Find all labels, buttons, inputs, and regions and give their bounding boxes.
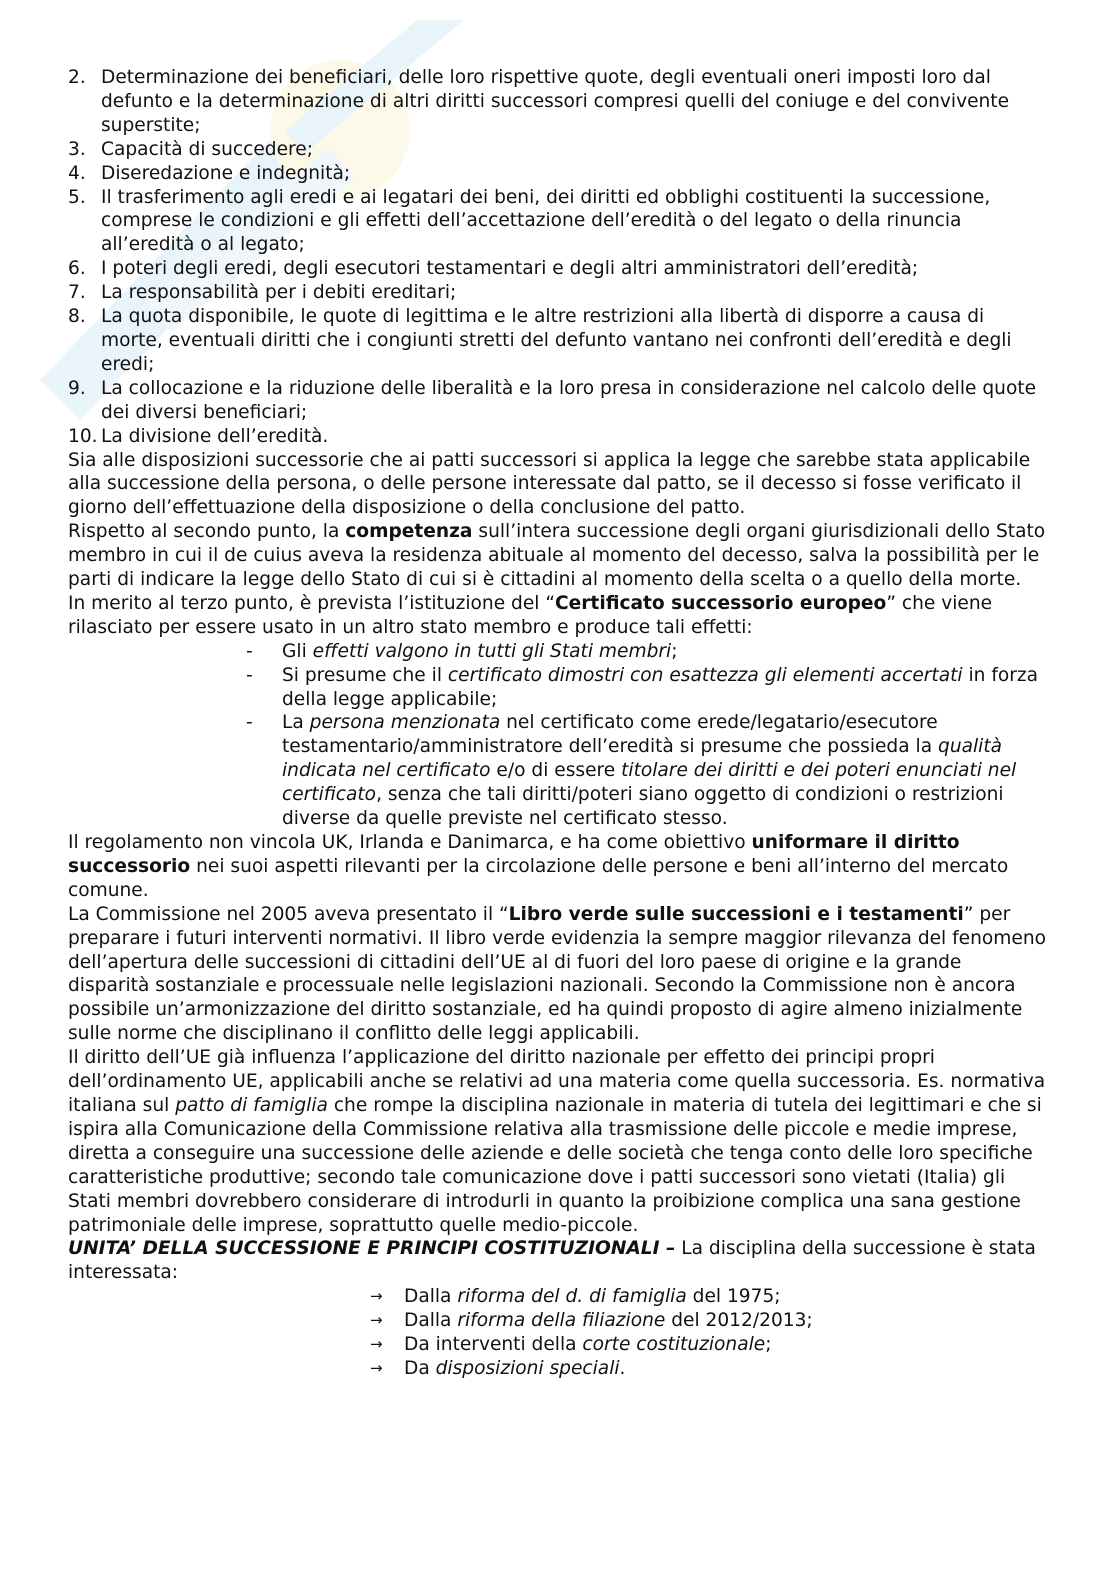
list-item: → Dalla riforma della filiazione del 2012/2013;: [370, 1310, 813, 1332]
dash-bullet: -: [246, 712, 253, 734]
reform-list: [68, 1285, 1048, 1381]
list-item: → Da interventi della corte costituzionale;: [370, 1334, 772, 1356]
certificate-effects-list: [68, 640, 1048, 831]
section-heading-unita: UNITA’ DELLA SUCCESSIONE E PRINCIPI COSTITUZIONALI – La disciplina della successione è stata interessata:: [68, 1238, 1036, 1284]
list-item: 4. Diseredazione e indegnità;: [68, 162, 351, 184]
list-item: 9. La collocazione e la riduzione delle liberalità e la loro presa in considerazione nel calcolo delle quote dei diversi beneficiari;: [68, 377, 1037, 423]
paragraph-applicable-law: Sia alle disposizioni successorie che ai patti successori si applica la legge che sarebbe stata applicabile alla successione della persona, o delle persone interessate dal patto, se il decesso si fosse verificato il giorno dell’effettuazione della disposizione o della conclusione del patto.: [68, 449, 1031, 519]
paragraph-certificate: In merito al terzo punto, è prevista l’istituzione del “Certificato successorio europeo” che viene rilasciato per essere usato in un altro stato membro e produce tali effetti:: [68, 592, 993, 638]
paragraph-competence: Rispetto al secondo punto, la competenza sull’intera successione degli organi giurisdizionali dello Stato membro in cui il de cuius aveva la residenza abituale al momento del decesso, salva la possibilità per le parti di indicare la legge dello Stato di cui si è cittadini al momento della scelta o a quello della morte.: [68, 521, 1046, 591]
arrow-right-icon: →: [370, 1335, 383, 1354]
list-item: 2. Determinazione dei beneficiari, delle loro rispettive quote, degli eventuali oneri imposti loro dal defunto e la determinazione di altri diritti successori compresi quelli del coniuge e del convivente superstite;: [68, 67, 1010, 136]
list-item: 5. Il trasferimento agli eredi e ai legatari dei beni, dei diritti ed obblighi costituenti la successione, comprese le condizioni e gli effetti dell’accettazione dell’eredità o del legato o della rinuncia all’eredità o al legato;: [68, 186, 991, 256]
arrow-right-icon: →: [370, 1358, 383, 1377]
list-item: 3. Capacità di succedere;: [68, 138, 313, 160]
list-item: 10. La divisione dell’eredità.: [68, 425, 329, 447]
list-item: - La persona menzionata nel certificato come erede/legatario/esecutore testamentario/amministratore dell’eredità si presume che possieda la qualità indicata nel certificato e/o di essere titolare dei diritti e dei poteri enunciati nel certificato, senza che tali diritti/poteri siano oggetto di condizioni o restrizioni diverse da quelle previste nel certificato stesso.: [246, 712, 1017, 830]
list-item: 8. La quota disponibile, le quote di legittima e le altre restrizioni alla libertà di disporre a causa di morte, eventuali diritti che i congiunti stretti del defunto vantano nei confronti dell’eredità e degli eredi;: [68, 306, 1012, 375]
list-item: 6. I poteri degli eredi, degli esecutori testamentari e degli altri amministratori dell’eredità;: [68, 258, 919, 280]
list-item: - Gli effetti valgono in tutti gli Stati membri;: [246, 640, 678, 662]
list-item: → Da disposizioni speciali.: [370, 1357, 626, 1379]
paragraph-green-paper: La Commissione nel 2005 aveva presentato il “Libro verde sulle successioni e i testamenti” per preparare i futuri interventi normativi. Il libro verde evidenzia la sempre maggior rilevanza del fenomeno dell’apertura delle successioni di cittadini dell’UE al di fuori del loro paese di origine e la grande disparità sostanziale e processuale nelle legislazioni nazionali. Secondo la Commissione non è ancora possibile un’armonizzazione del diritto sostanziale, ed ha quindi proposto di agire almeno inizialmente sulle norme che disciplinano il conflitto delle leggi applicabili.: [68, 903, 1046, 1045]
numbered-list: [68, 66, 1048, 449]
paragraph-eu-law: Il diritto dell’UE già influenza l’applicazione del diritto nazionale per effetto dei principi propri dell’ordinamento UE, applicabili anche se relativi ad una materia come quella successoria. Es. normativa italiana sul patto di famiglia che rompe la disciplina nazionale in materia di tutela dei legittimari e che si ispira alla Comunicazione della Commissione relativa alla trasmissione delle piccole e medie imprese, diretta a conseguire una successione delle aziende e delle società che tenga conto delle loro specifiche caratteristiche produttive; secondo tale comunicazione dove i patti successori sono vietati (Italia) gli Stati membri dovrebbero considerare di introdurli in quanto la proibizione complica una sana gestione patrimoniale delle imprese, soprattutto quelle medio-piccole.: [68, 1047, 1046, 1236]
paragraph-regulation: Il regolamento non vincola UK, Irlanda e Danimarca, e ha come obiettivo uniformare il diritto successorio nei suoi aspetti rilevanti per la circolazione delle persone e beni all’interno del mercato comune.: [68, 832, 1009, 901]
dash-bullet: -: [246, 640, 253, 662]
dash-bullet: -: [246, 664, 253, 686]
list-item: - Si presume che il certificato dimostri con esattezza gli elementi accertati in forza della legge applicabile;: [246, 664, 1039, 710]
list-item: 7. La responsabilità per i debiti ereditari;: [68, 282, 457, 304]
list-item: → Dalla riforma del d. di famiglia del 1975;: [370, 1286, 781, 1308]
arrow-right-icon: →: [370, 1287, 383, 1306]
document-page: [68, 66, 1048, 1381]
arrow-right-icon: →: [370, 1311, 383, 1330]
